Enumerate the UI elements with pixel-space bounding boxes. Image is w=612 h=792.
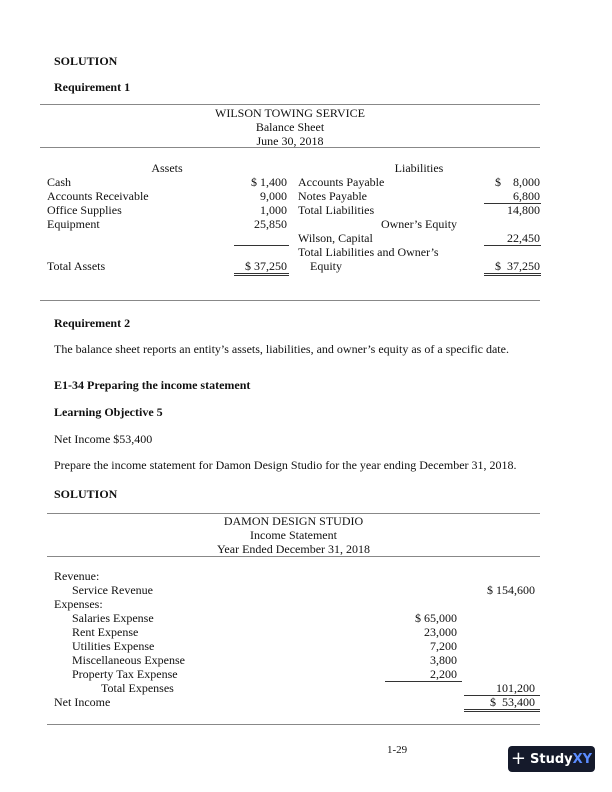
service-revenue-amount: $ 154,600 [487,583,535,597]
statement-title: Income Statement [250,528,337,542]
equity-header: Owner’s Equity [380,217,458,231]
liability-amount: 6,800 [513,189,540,203]
company-name: DAMON DESIGN STUDIO [223,514,364,528]
capital-amount: 22,450 [507,231,540,245]
company-name: WILSON TOWING SERVICE [215,106,365,120]
expense-amount: 23,000 [424,625,457,639]
asset-amount: 9,000 [260,189,287,203]
solution-heading: SOLUTION [54,487,118,501]
divider [47,556,540,557]
statement-date: June 30, 2018 [256,134,324,148]
statement-title: Balance Sheet [255,120,325,134]
expense-label: Utilities Expense [72,639,155,653]
expense-amount: 2,200 [430,667,457,681]
underline [234,245,289,246]
divider [40,147,540,148]
total-assets-label: Total Assets [47,259,106,273]
underline [484,245,541,246]
asset-label: Accounts Receivable [47,189,149,203]
plus-icon: + [510,748,527,769]
asset-label: Office Supplies [47,203,122,217]
service-revenue-label: Service Revenue [72,583,153,597]
double-underline [234,273,289,276]
total-le-label-cont: Equity [310,259,342,273]
expense-label: Property Tax Expense [72,667,178,681]
solution-heading: SOLUTION [54,54,118,68]
expense-amount: 7,200 [430,639,457,653]
net-income-note: Net Income $53,400 [54,432,153,446]
requirement-1-heading: Requirement 1 [54,80,131,94]
revenue-label: Revenue: [54,569,100,583]
total-expenses-amount: 101,200 [496,681,535,695]
expenses-label: Expenses: [54,597,103,611]
divider [47,724,540,725]
capital-label: Wilson, Capital [298,231,373,245]
brand-study: Study [530,751,573,767]
total-assets-amount: $ 37,250 [245,259,287,273]
asset-label: Equipment [47,217,100,231]
prompt-text: Prepare the income statement for Damon Design Studio for the year ending December 31, 2018. [54,458,517,472]
total-le-amount: $ 37,250 [495,259,540,273]
asset-amount: $ 1,400 [251,175,287,189]
divider [40,300,540,301]
requirement-2-heading: Requirement 2 [54,316,131,330]
asset-label: Cash [47,175,71,189]
double-underline [464,709,540,712]
expense-label: Rent Expense [72,625,139,639]
asset-amount: 1,000 [260,203,287,217]
objective-heading: Learning Objective 5 [54,405,163,419]
total-liabilities-amount: 14,800 [507,203,540,217]
liabilities-header: Liabilities [394,161,444,175]
liability-amount: $ 8,000 [495,175,540,189]
total-liabilities-label: Total Liabilities [298,203,375,217]
liability-label: Accounts Payable [298,175,385,189]
requirement-2-text: The balance sheet reports an entity’s assets, liabilities, and owner’s equity as of a specific date. [54,342,509,356]
liability-label: Notes Payable [298,189,367,203]
expense-label: Salaries Expense [72,611,154,625]
statement-period: Year Ended December 31, 2018 [216,542,371,556]
net-income-amount: $ 53,400 [490,695,535,709]
assets-header: Assets [151,161,183,175]
divider [40,104,540,105]
brand-xy: XY [572,751,593,767]
total-expenses-label: Total Expenses [101,681,174,695]
exercise-heading: E1-34 Preparing the income statement [54,378,251,392]
total-le-label: Total Liabilities and Owner’s [298,245,439,259]
double-underline [484,273,541,276]
expense-label: Miscellaneous Expense [72,653,185,667]
expense-amount: 3,800 [430,653,457,667]
page-number: 1-29 [387,744,408,756]
expense-amount: $ 65,000 [415,611,457,625]
asset-amount: 25,850 [254,217,287,231]
net-income-label: Net Income [54,695,111,709]
studyxy-badge[interactable] [508,746,595,772]
